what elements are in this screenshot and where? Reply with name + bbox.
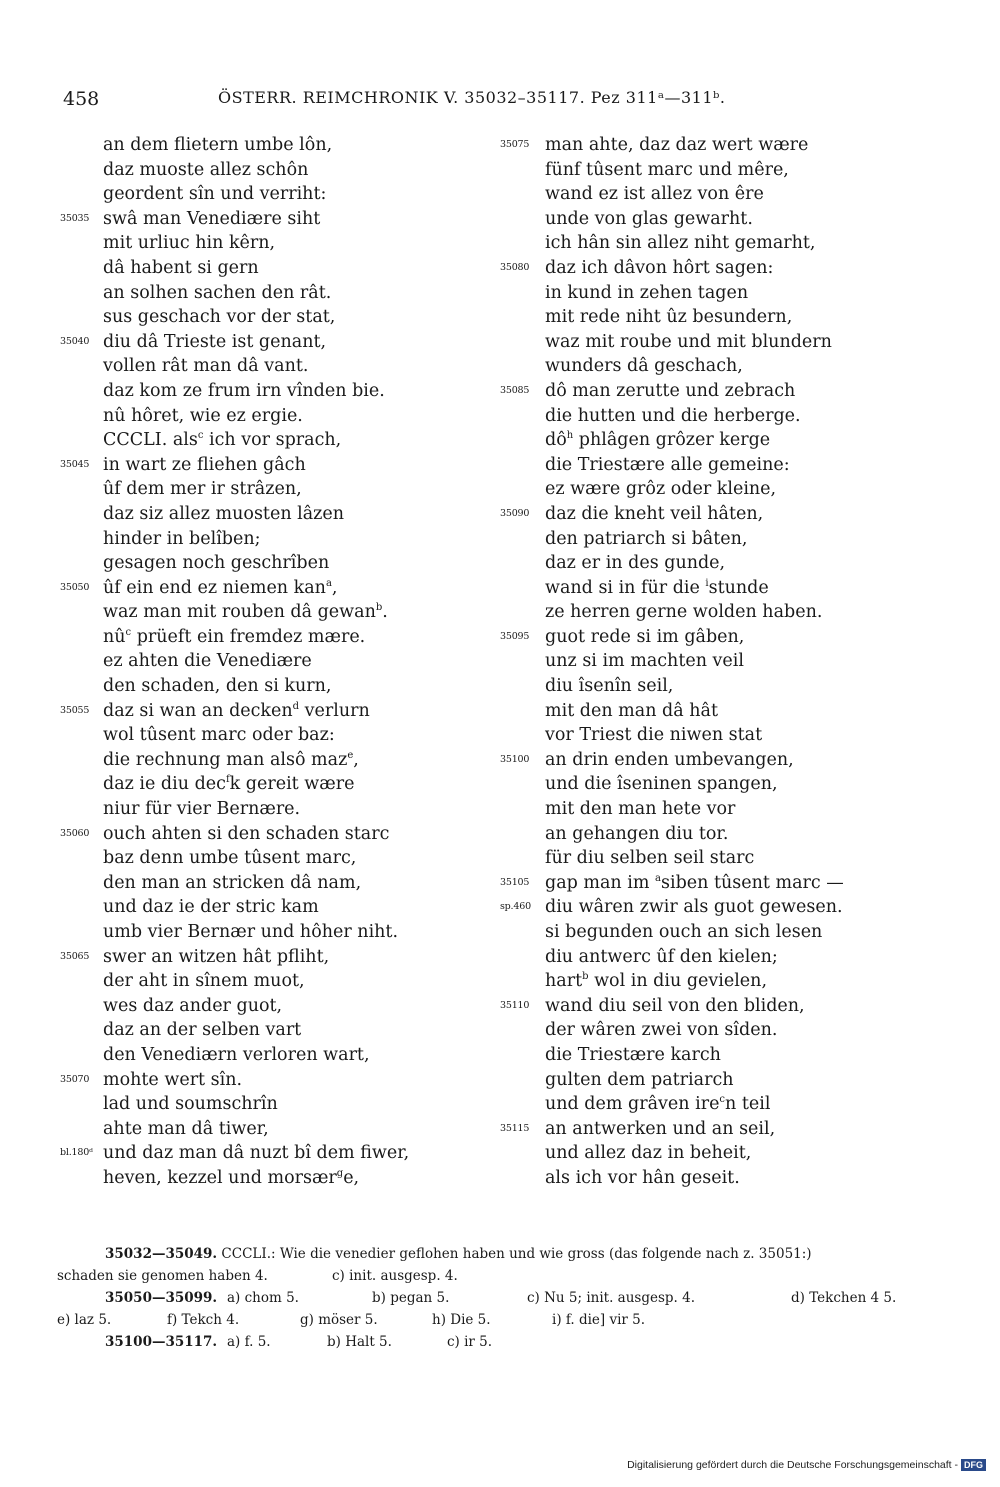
footnote-marker: d: [292, 700, 300, 712]
verse-line: [498, 1068, 868, 1093]
verse-text: mit rede niht ûz besundern,: [545, 307, 793, 328]
verse-text: an solhen sachen den rât.: [103, 282, 332, 303]
verse-line: [60, 477, 480, 502]
verse-text: ûf ein end ez niemen kan$^a$,: [103, 577, 338, 598]
line-number: sp.460: [500, 901, 531, 913]
note-item: f) Tekch 4.: [167, 1312, 240, 1328]
verse-line: [498, 625, 868, 650]
verse-line: [60, 502, 480, 527]
verse-line: [60, 1166, 480, 1191]
verse-text: dâ habent si gern: [103, 257, 259, 278]
verse-text: lad und soumschrîn: [103, 1094, 278, 1115]
verse-line: [60, 281, 480, 306]
verse-line: [60, 404, 480, 429]
line-number: 35060: [60, 827, 90, 839]
verse-text: nû hôret, wie ez ergie.: [103, 405, 303, 426]
verse-text: mit urliuc hin kêrn,: [103, 233, 276, 254]
verse-line: [60, 871, 480, 896]
verse-line: [60, 1043, 480, 1068]
verse-line: [498, 354, 868, 379]
verse-text: und daz ie der stric kam: [103, 897, 319, 918]
verse-text: in kund in zehen tagen: [545, 282, 749, 303]
verse-text: baz denn umbe tûsent marc,: [103, 848, 357, 869]
footer-text: Digitalisierung gefördert durch die Deutsche Forschungsgemeinschaft -: [627, 1458, 958, 1471]
verse-text: CCCLI. als$^c$ ich vor sprach,: [103, 430, 342, 451]
note-text: schaden sie genomen haben 4.: [57, 1268, 268, 1284]
verse-text: fünf tûsent marc und mêre,: [545, 159, 789, 180]
verse-line: [498, 895, 868, 920]
verse-line: [498, 1141, 868, 1166]
footnote-marker: b: [582, 971, 589, 983]
footnote-marker: a: [325, 577, 332, 589]
note-range: 35050—35099.: [105, 1290, 218, 1306]
footnote-marker: i: [705, 577, 709, 589]
verse-text: den patriarch si bâten,: [545, 528, 748, 549]
note-item: e) laz 5.: [57, 1312, 112, 1328]
note-line: [57, 1287, 927, 1309]
verse-text: dô man zerutte und zebrach: [545, 380, 796, 401]
verse-line: [498, 822, 868, 847]
verse-text: an drin enden umbevangen,: [545, 749, 794, 770]
verse-text: niur für vier Bernære.: [103, 799, 301, 820]
right-verse-column: [498, 133, 868, 1191]
verse-text: die Triestære karch: [545, 1044, 721, 1065]
verse-line: [498, 256, 868, 281]
verse-text: die rechnung man alsô maz$^e$,: [103, 749, 359, 770]
verse-line: [60, 576, 480, 601]
verse-line: [498, 1166, 868, 1191]
verse-line: [498, 1018, 868, 1043]
verse-text: der aht in sînem muot,: [103, 971, 305, 992]
verse-line: [498, 527, 868, 552]
verse-text: den schaden, den si kurn,: [103, 676, 332, 697]
verse-line: [60, 846, 480, 871]
verse-line: [60, 182, 480, 207]
verse-line: [498, 477, 868, 502]
line-number: 35090: [500, 507, 530, 519]
verse-text: daz ich dâvon hôrt sagen:: [545, 257, 774, 278]
verse-text: hart$^b$ wol in diu gevielen,: [545, 971, 768, 992]
verse-line: [60, 699, 480, 724]
verse-text: die Triestære alle gemeine:: [545, 454, 790, 475]
verse-line: [60, 600, 480, 625]
note-item: b) pegan 5.: [372, 1290, 450, 1306]
verse-text: ûf dem mer ir strâzen,: [103, 479, 302, 500]
verse-line: [498, 600, 868, 625]
note-item: d) Tekchen 4 5.: [791, 1290, 897, 1306]
verse-text: heven, kezzel und morsær$^g$e,: [103, 1167, 360, 1188]
verse-text: daz si wan an decken$^d$ verlurn: [103, 700, 370, 721]
verse-text: mit den man dâ hât: [545, 700, 718, 721]
note-line: [57, 1331, 927, 1353]
verse-line: [60, 527, 480, 552]
note-line: [57, 1265, 927, 1287]
verse-text: daz an der selben vart: [103, 1020, 302, 1041]
verse-text: in wart ze fliehen gâch: [103, 454, 306, 475]
line-number: 35065: [60, 950, 90, 962]
verse-text: diu wâren zwir als guot gewesen.: [545, 897, 843, 918]
verse-line: [60, 723, 480, 748]
verse-line: [498, 207, 868, 232]
verse-line: [498, 1043, 868, 1068]
verse-line: [498, 723, 868, 748]
verse-line: [60, 1092, 480, 1117]
verse-text: ich hân sin allez niht gemarht,: [545, 233, 816, 254]
verse-line: [60, 920, 480, 945]
verse-line: [498, 994, 868, 1019]
left-verse-column: [60, 133, 480, 1191]
verse-text: gap man im $^a$siben tûsent marc —: [545, 872, 844, 893]
verse-line: [60, 945, 480, 970]
verse-text: an antwerken und an seil,: [545, 1118, 776, 1139]
verse-text: unde von glas gewarht.: [545, 208, 753, 229]
verse-line: [498, 281, 868, 306]
verse-line: [60, 625, 480, 650]
verse-line: [60, 453, 480, 478]
apparatus-notes: [57, 1243, 927, 1353]
verse-text: und allez daz in beheit,: [545, 1143, 752, 1164]
verse-line: [498, 846, 868, 871]
verse-line: [60, 1117, 480, 1142]
verse-line: [60, 772, 480, 797]
note-item: a) chom 5.: [227, 1290, 299, 1306]
verse-line: [498, 871, 868, 896]
verse-text: diu dâ Trieste ist genant,: [103, 331, 327, 352]
line-number: bl.180ᵈ: [60, 1147, 93, 1159]
verse-text: daz siz allez muosten lâzen: [103, 503, 345, 524]
verse-text: wand ez ist allez von êre: [545, 184, 764, 205]
verse-line: [498, 158, 868, 183]
verse-text: ez wære grôz oder kleine,: [545, 479, 777, 500]
verse-line: [60, 354, 480, 379]
verse-line: [498, 453, 868, 478]
verse-text: wand si in für die $^i$stunde: [545, 577, 769, 598]
line-number: 35095: [500, 630, 530, 642]
verse-text: $nû^c$ prüeft ein fremdez mære.: [103, 626, 366, 647]
verse-text: mohte wert sîn.: [103, 1069, 243, 1090]
line-number: 35055: [60, 704, 90, 716]
line-number: 35040: [60, 335, 90, 347]
footnote-marker: c: [125, 627, 132, 639]
verse-text: swer an witzen hât pfliht,: [103, 946, 330, 967]
verse-line: [498, 699, 868, 724]
verse-text: mit den man hete vor: [545, 799, 736, 820]
verse-line: [60, 305, 480, 330]
verse-text: wand diu seil von den bliden,: [545, 995, 805, 1016]
verse-text: vollen rât man dâ vant.: [103, 356, 309, 377]
verse-line: [498, 674, 868, 699]
verse-text: diu îsenîn seil,: [545, 676, 674, 697]
verse-line: [498, 379, 868, 404]
footnote-marker: c: [719, 1094, 726, 1106]
note-item: h) Die 5.: [432, 1312, 491, 1328]
verse-line: [60, 428, 480, 453]
verse-text: $dô^h$ phlâgen grôzer kerge: [545, 430, 771, 451]
verse-line: [498, 772, 868, 797]
note-range: 35032—35049.: [105, 1246, 218, 1262]
line-number: 35100: [500, 753, 530, 765]
note-range: 35100—35117.: [105, 1334, 218, 1350]
verse-text: als ich vor hân geseit.: [545, 1167, 740, 1188]
verse-line: [60, 231, 480, 256]
verse-text: si begunden ouch an sich lesen: [545, 922, 823, 942]
verse-line: [498, 182, 868, 207]
note-item: a) f. 5.: [227, 1334, 271, 1350]
verse-line: [60, 1018, 480, 1043]
footnote-marker: h: [566, 430, 574, 442]
line-number: 35080: [500, 261, 530, 273]
verse-text: wunders dâ geschach,: [545, 356, 743, 377]
verse-text: an dem flietern umbe lôn,: [103, 135, 333, 155]
line-number: 35050: [60, 581, 90, 593]
line-number: 35085: [500, 384, 530, 396]
verse-text: den man an stricken dâ nam,: [103, 872, 362, 893]
verse-text: daz kom ze frum irn vînden bie.: [103, 380, 385, 401]
verse-text: die hutten und die herberge.: [545, 405, 801, 426]
verse-line: [498, 502, 868, 527]
verse-text: an gehangen diu tor.: [545, 823, 729, 844]
dfg-logo-icon: DFG: [961, 1459, 986, 1471]
verse-text: gulten dem patriarch: [545, 1069, 734, 1090]
verse-line: [60, 330, 480, 355]
line-number: 35075: [500, 139, 530, 150]
verse-line: [498, 231, 868, 256]
verse-text: wol tûsent marc oder baz:: [103, 725, 335, 746]
verse-line: [60, 551, 480, 576]
verse-line: [498, 305, 868, 330]
footnote-marker: g: [336, 1168, 344, 1180]
verse-text: und dem grâven ire$^c$n teil: [545, 1094, 771, 1115]
verse-line: [498, 1117, 868, 1142]
verse-text: den Venediærn verloren wart,: [103, 1044, 370, 1065]
verse-text: waz man mit rouben dâ gewan$^b$.: [103, 602, 388, 623]
note-item: b) Halt 5.: [327, 1334, 392, 1350]
verse-text: umb vier Bernær und hôher niht.: [103, 922, 399, 942]
note-line: [57, 1309, 927, 1331]
note-item: g) möser 5.: [300, 1312, 378, 1328]
footnote-marker: a: [655, 872, 661, 884]
verse-text: swâ man Venediære siht: [103, 208, 321, 229]
verse-line: [498, 945, 868, 970]
verse-text: sus geschach vor der stat,: [103, 307, 336, 328]
verse-line: [60, 969, 480, 994]
verse-text: ahte man dâ tiwer,: [103, 1118, 269, 1139]
verse-line: [498, 133, 868, 158]
verse-line: [498, 920, 868, 945]
footnote-marker: e: [347, 750, 354, 762]
note-item: c) ir 5.: [447, 1334, 493, 1350]
verse-line: [498, 330, 868, 355]
verse-text: wes daz ander guot,: [103, 995, 283, 1016]
line-number: 35070: [60, 1073, 90, 1085]
verse-line: [60, 1068, 480, 1093]
verse-text: daz er in des gunde,: [545, 553, 726, 574]
verse-line: [498, 1092, 868, 1117]
verse-text: und daz man dâ nuzt bî dem fiwer,: [103, 1143, 410, 1164]
verse-text: unz si im machten veil: [545, 651, 744, 672]
note-item: c) Nu 5; init. ausgesp. 4.: [527, 1290, 696, 1306]
verse-text: gesagen noch geschrîben: [103, 553, 330, 574]
verse-line: [60, 256, 480, 281]
line-number: 35035: [60, 212, 90, 224]
verse-line: [60, 207, 480, 232]
verse-text: für diu selben seil starc: [545, 848, 755, 869]
verse-text: und die îseninen spangen,: [545, 774, 778, 795]
verse-line: [498, 797, 868, 822]
verse-text: guot rede si im gâben,: [545, 626, 745, 647]
verse-line: [498, 428, 868, 453]
line-number: 35110: [500, 999, 530, 1011]
verse-text: man ahte, daz daz wert wære: [545, 135, 809, 155]
verse-line: [60, 1141, 480, 1166]
verse-text: hinder in belîben;: [103, 528, 261, 549]
page-header: [0, 88, 1000, 112]
footnote-marker: f: [225, 774, 230, 786]
verse-line: [498, 649, 868, 674]
note-item: i) f. die] vir 5.: [552, 1312, 646, 1328]
note-line: [57, 1243, 927, 1265]
note-text: CCCLI.: Wie die venedier geflohen haben und wie gross (das folgende nach z. 35051:): [217, 1246, 812, 1262]
footnote-marker: b: [375, 602, 383, 614]
verse-line: [60, 822, 480, 847]
verse-text: der wâren zwei von sîden.: [545, 1020, 778, 1041]
verse-line: [498, 969, 868, 994]
line-number: 35115: [500, 1122, 530, 1134]
line-number: 35045: [60, 458, 90, 470]
verse-line: [60, 797, 480, 822]
verse-line: [498, 551, 868, 576]
note-item: c) init. ausgesp. 4.: [332, 1268, 458, 1284]
verse-text: ouch ahten si den schaden starc: [103, 823, 390, 844]
verse-text: daz muoste allez schôn: [103, 159, 309, 180]
verse-text: ze herren gerne wolden haben.: [545, 602, 823, 623]
verse-text: diu antwerc ûf den kielen;: [545, 946, 778, 967]
verse-text: vor Triest die niwen stat: [545, 725, 763, 746]
verse-text: daz die kneht veil hâten,: [545, 503, 764, 524]
verse-line: [498, 404, 868, 429]
running-title: ÖSTERR. REIMCHRONIK V. 35032–35117. Pez 311ᵃ—311ᵇ.: [218, 88, 726, 107]
verse-line: [60, 379, 480, 404]
verse-line: [60, 748, 480, 773]
page-number: 458: [63, 88, 100, 110]
verse-text: daz ie diu dec$^f$k gereit wære: [103, 774, 355, 795]
verse-line: [498, 576, 868, 601]
verse-line: [60, 895, 480, 920]
footnote-marker: c: [197, 430, 204, 442]
verse-line: [498, 748, 868, 773]
verse-line: [60, 649, 480, 674]
verse-line: [60, 158, 480, 183]
verse-text: waz mit roube und mit blundern: [545, 331, 832, 352]
verse-text: geordent sîn und verriht:: [103, 184, 327, 205]
digitization-footer: [627, 1459, 986, 1471]
verse-line: [60, 133, 480, 158]
verse-line: [60, 674, 480, 699]
verse-text: ez ahten die Venediære: [103, 651, 312, 672]
verse-line: [60, 994, 480, 1019]
line-number: 35105: [500, 876, 530, 888]
